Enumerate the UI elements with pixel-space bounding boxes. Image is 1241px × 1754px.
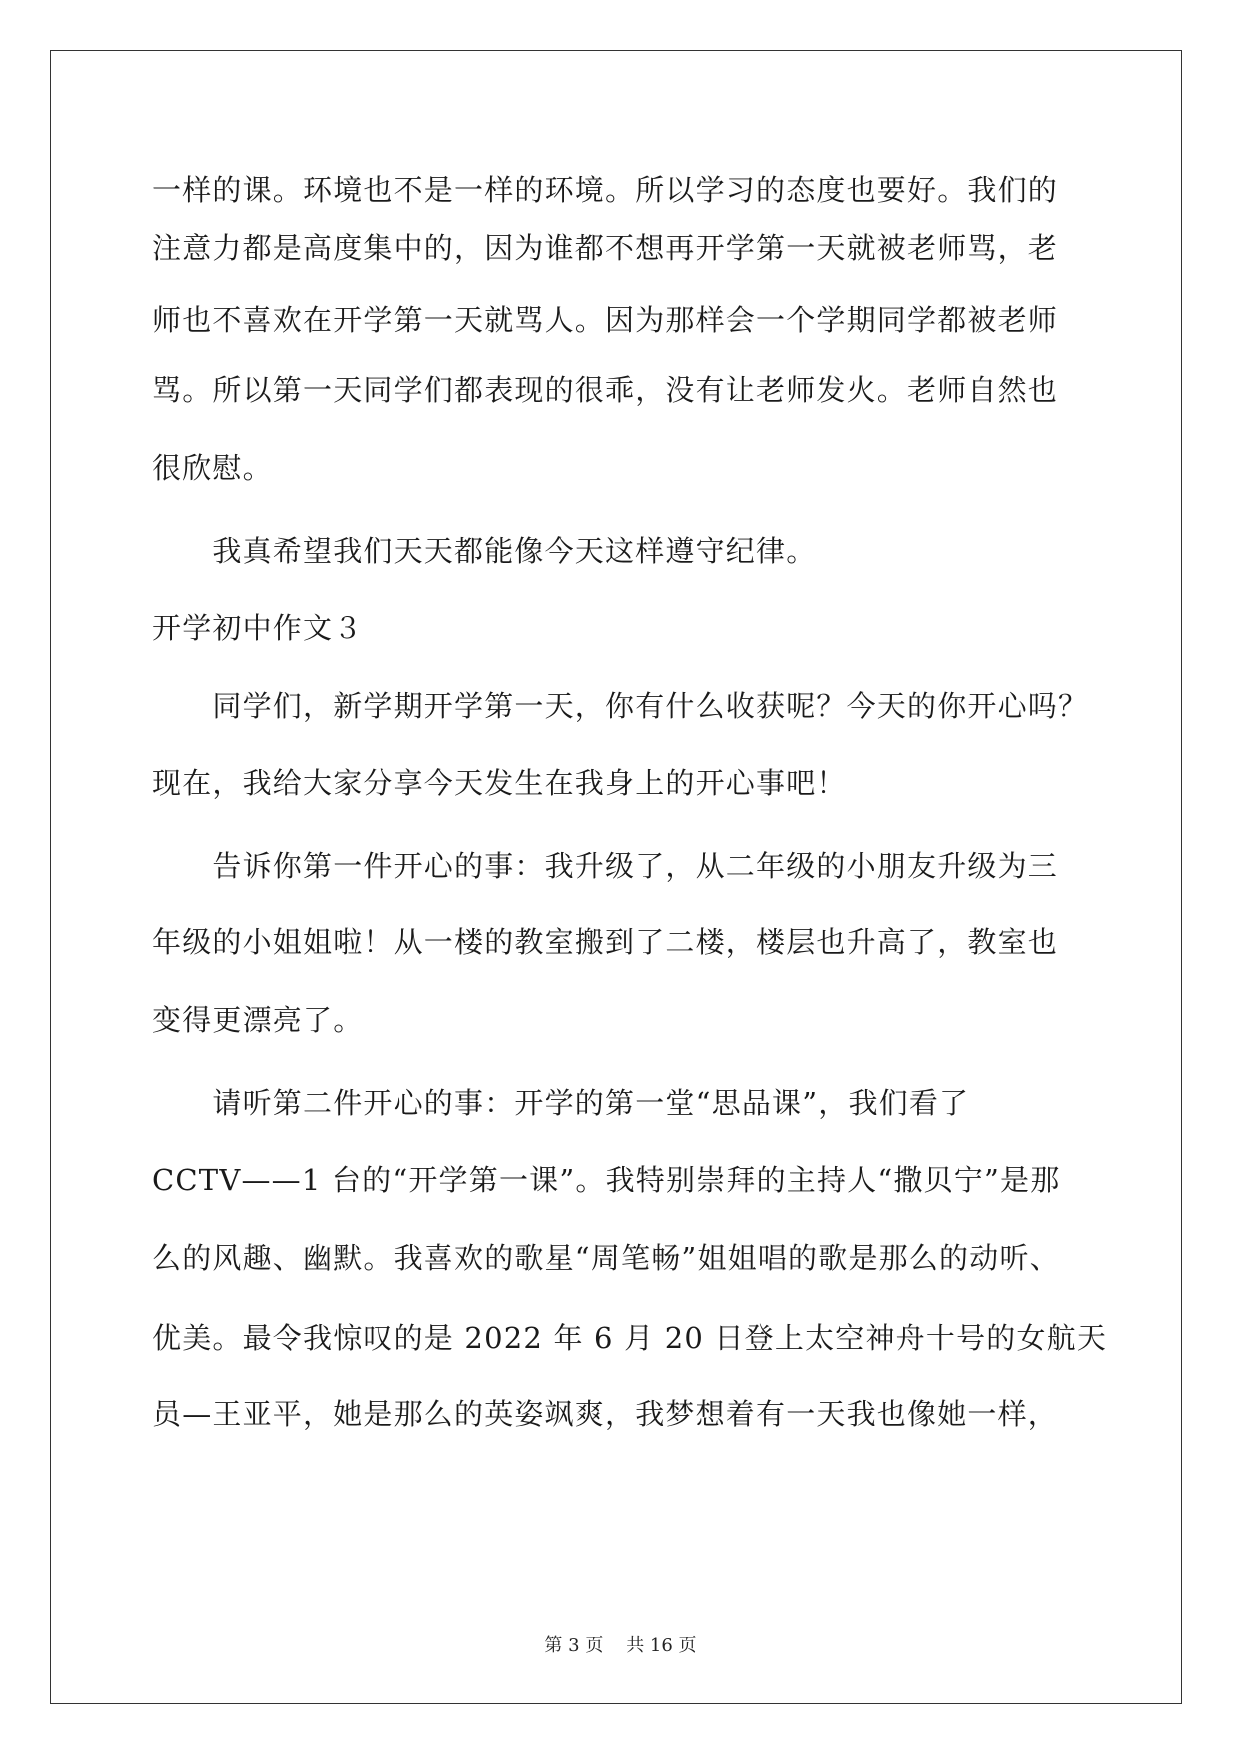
text-line: 骂。所以第一天同学们都表现的很乖，没有让老师发火。老师自然也 [152, 373, 1059, 407]
paragraph-line: 请听第二件开心的事：开学的第一堂“思品课”，我们看了 [152, 1086, 970, 1120]
text-line: 师也不喜欢在开学第一天就骂人。因为那样会一个学期同学都被老师 [152, 303, 1059, 337]
text-line: 年级的小姐姐啦！从一楼的教室搬到了二楼，楼层也升高了，教室也 [152, 925, 1059, 959]
text-line: 优美。最令我惊叹的是 2022 年 6 月 20 日登上太空神舟十号的女航天 [152, 1321, 1108, 1355]
text-line: 么的风趣、幽默。我喜欢的歌星“周笔畅”姐姐唱的歌是那么的动听、 [152, 1241, 1060, 1275]
paragraph-line: 同学们，新学期开学第一天，你有什么收获呢？今天的你开心吗？ [152, 689, 1089, 723]
text-line: CCTV——1 台的“开学第一课”。我特别崇拜的主持人“撒贝宁”是那 [152, 1163, 1061, 1197]
text-line: 员—王亚平，她是那么的英姿飒爽，我梦想着有一天我也像她一样， [152, 1397, 1059, 1431]
page-number: 第 3 页 共 16 页 [544, 1635, 697, 1656]
section-heading: 开学初中作文３ [152, 611, 364, 645]
paragraph-line: 告诉你第一件开心的事：我升级了，从二年级的小朋友升级为三 [152, 849, 1059, 883]
text-line: 现在，我给大家分享今天发生在我身上的开心事吧！ [152, 766, 847, 800]
paragraph-line: 我真希望我们天天都能像今天这样遵守纪律。 [152, 534, 817, 568]
text-line: 注意力都是高度集中的，因为谁都不想再开学第一天就被老师骂，老 [152, 231, 1059, 265]
text-line: 一样的课。环境也不是一样的环境。所以学习的态度也要好。我们的 [152, 173, 1059, 207]
text-line: 变得更漂亮了。 [152, 1003, 364, 1037]
text-line: 很欣慰。 [152, 451, 273, 485]
